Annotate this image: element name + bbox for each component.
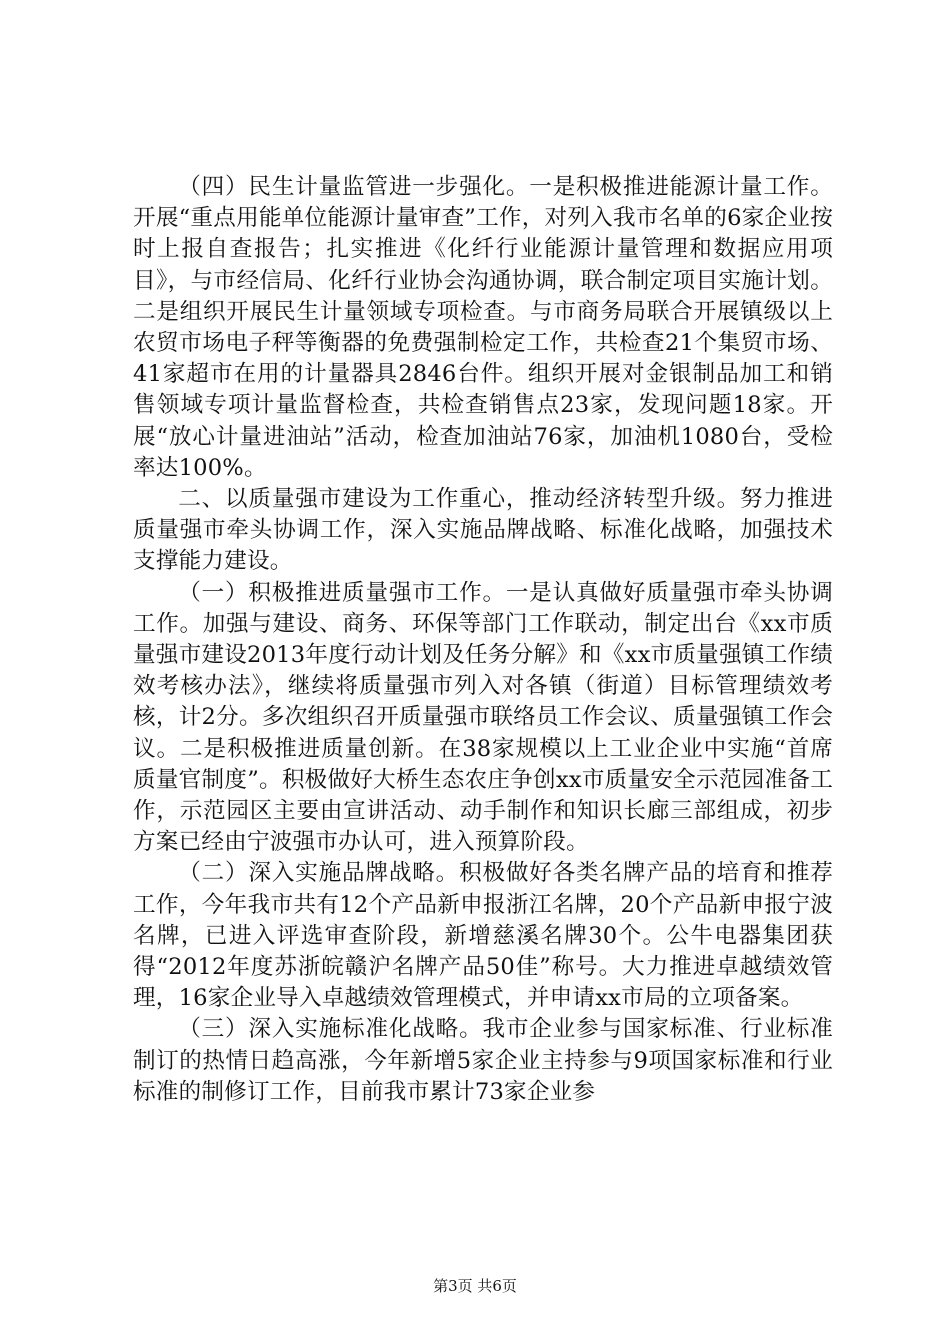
paragraph-brand-strategy: （二）深入实施品牌战略。积极做好各类名牌产品的培育和推荐工作，今年我市共有12个产品新申报浙江名牌，20个产品新申报宁波名牌，已进入评选审查阶段，新增慈溪名牌30个。公牛电器集团获得“2012年度苏浙皖赣沪名牌产品50佳”称号。大力推进卓越绩效管理，16家企业导入卓越绩效管理模式，并申请xx市局的立项备案。 <box>133 860 833 1012</box>
paragraph-livelihood-metrology: （四）民生计量监管进一步强化。一是积极推进能源计量工作。开展“重点用能单位能源计量审查”工作，对列入我市名单的6家企业按时上报自查报告；扎实推进《化纤行业能源计量管理和数据应用项目》，与市经信局、化纤行业协会沟通协调，联合制定项目实施计划。二是组织开展民生计量领域专项检查。与市商务局联合开展镇级以上农贸市场电子秤等衡器的免费强制检定工作，共检查21个集贸市场、41家超市在用的计量器具2846台件。组织开展对金银制品加工和销售领域专项计量监督检查，共检查销售点23家，发现问题18家。开展“放心计量进油站”活动，检查加油站76家，加油机1080台，受检率达100%。 <box>133 174 833 481</box>
paragraph-quality-city-section: 二、以质量强市建设为工作重心，推动经济转型升级。努力推进质量强市牵头协调工作，深入实施品牌战略、标准化战略，加强技术支撑能力建设。 <box>133 486 833 575</box>
paragraph-quality-city-work: （一）积极推进质量强市工作。一是认真做好质量强市牵头协调工作。加强与建设、商务、环保等部门工作联动，制定出台《xx市质量强市建设2013年度行动计划及任务分解》和《xx市质量强镇工作绩效考核办法》，继续将质量强市列入对各镇（街道）目标管理绩效考核，计2分。多次组织召开质量强市联络员工作会议、质量强镇工作会议。二是积极推进质量创新。在38家规模以上工业企业中实施“首席质量官制度”。积极做好大桥生态农庄争创xx市质量安全示范园准备工作，示范园区主要由宣讲活动、动手制作和知识长廊三部组成，初步方案已经由宁波强市办认可，进入预算阶段。 <box>133 579 833 856</box>
document-body <box>133 172 833 1108</box>
page-number-footer: 第3页 共6页 <box>433 1277 517 1295</box>
paragraph-standardization-strategy: （三）深入实施标准化战略。我市企业参与国家标准、行业标准制订的热情日趋高涨，今年新增5家企业主持参与9项国家标准和行业标准的制修订工作，目前我市累计73家企业参 <box>133 1016 833 1105</box>
